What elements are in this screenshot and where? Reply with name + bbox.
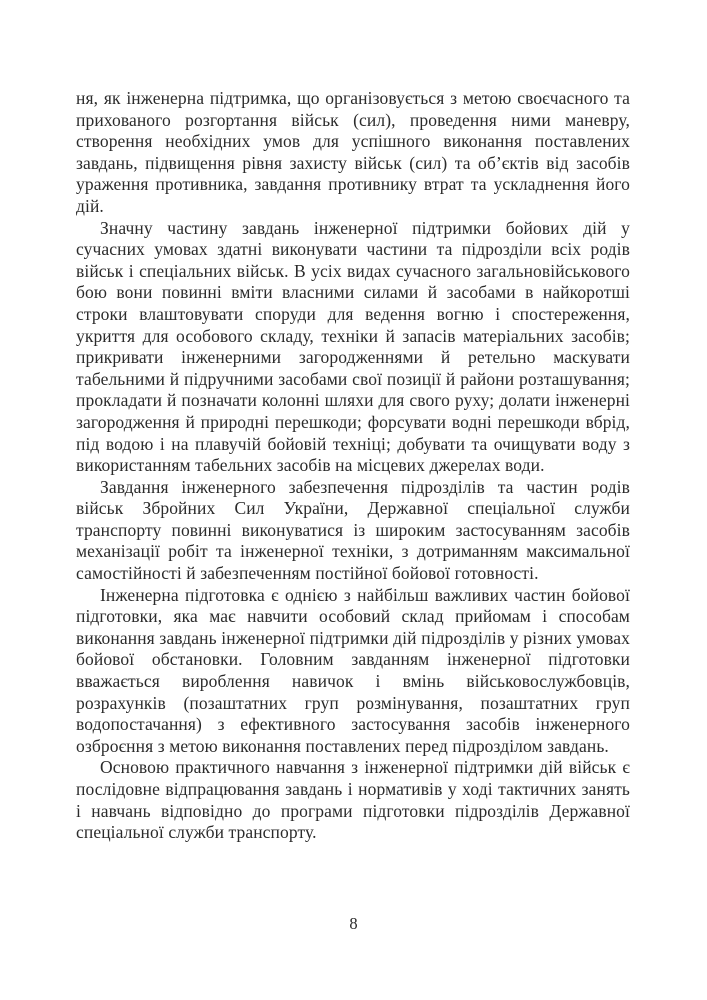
paragraph: Завдання інженерного забезпечення підрозділів та частин родів військ Збройних Сил України, Державної спеціальної служби транспорту повинні виконуватися із широким застосуванням засобів механізації робіт та інженерної техніки, з дотриманням максимальної самостійності й забезпеченням постійної бойової готовності. bbox=[76, 476, 630, 584]
page-body-text bbox=[76, 88, 630, 844]
page-number: 8 bbox=[349, 914, 358, 933]
paragraph: Значну частину завдань інженерної підтримки бойових дій у сучасних умовах здатні виконувати частини та підрозділи всіх родів військ і спеціальних військ. В усіх видах сучасного загальновійськового бою вони повинні вміти власними силами й засобами в найкоротші строки влаштовувати споруди для ведення вогню і спостереження, укриття для особового складу, техніки й запасів матеріальних засобів; прикривати інженерними загородженнями й ретельно маскувати табельними й підручними засобами свої позиції й райони розташування; прокладати й позначати колонні шляхи для свого руху; долати інженерні загородження й природні перешкоди; форсувати водні перешкоди вбрід, під водою і на плавучій бойовій техніці; добувати та очищувати воду з використанням табельних засобів на місцевих джерелах води. bbox=[76, 217, 630, 476]
paragraph: Інженерна підготовка є однією з найбільш важливих частин бойової підготовки, яка має навчити особовий склад прийомам і способам виконання завдань інженерної підтримки дій підрозділів у різних умовах бойової обстановки. Головним завданням інженерної підготовки вважається вироблення навичок і вмінь військовослужбовців, розрахунків (позаштатних груп розмінування, позаштатних груп водопостачання) з ефективного застосування засобів інженерного озброєння з метою виконання поставлених перед підрозділом завдань. bbox=[76, 584, 630, 756]
paragraph: Основою практичного навчання з інженерної підтримки дій військ є послідовне відпрацювання завдань і нормативів у ході тактичних занять і навчань відповідно до програми підготовки підрозділів Державної спеціальної служби транспорту. bbox=[76, 757, 630, 843]
paragraph-continuation: ня, як інженерна підтримка, що організовується з метою своєчасного та прихованого розгортання військ (сил), проведення ними маневру, створення необхідних умов для успішного виконання поставлених завдань, підвищення рівня захисту військ (сил) та об’єктів від засобів ураження противника, завдання противнику втрат та ускладнення його дій. bbox=[76, 88, 630, 216]
